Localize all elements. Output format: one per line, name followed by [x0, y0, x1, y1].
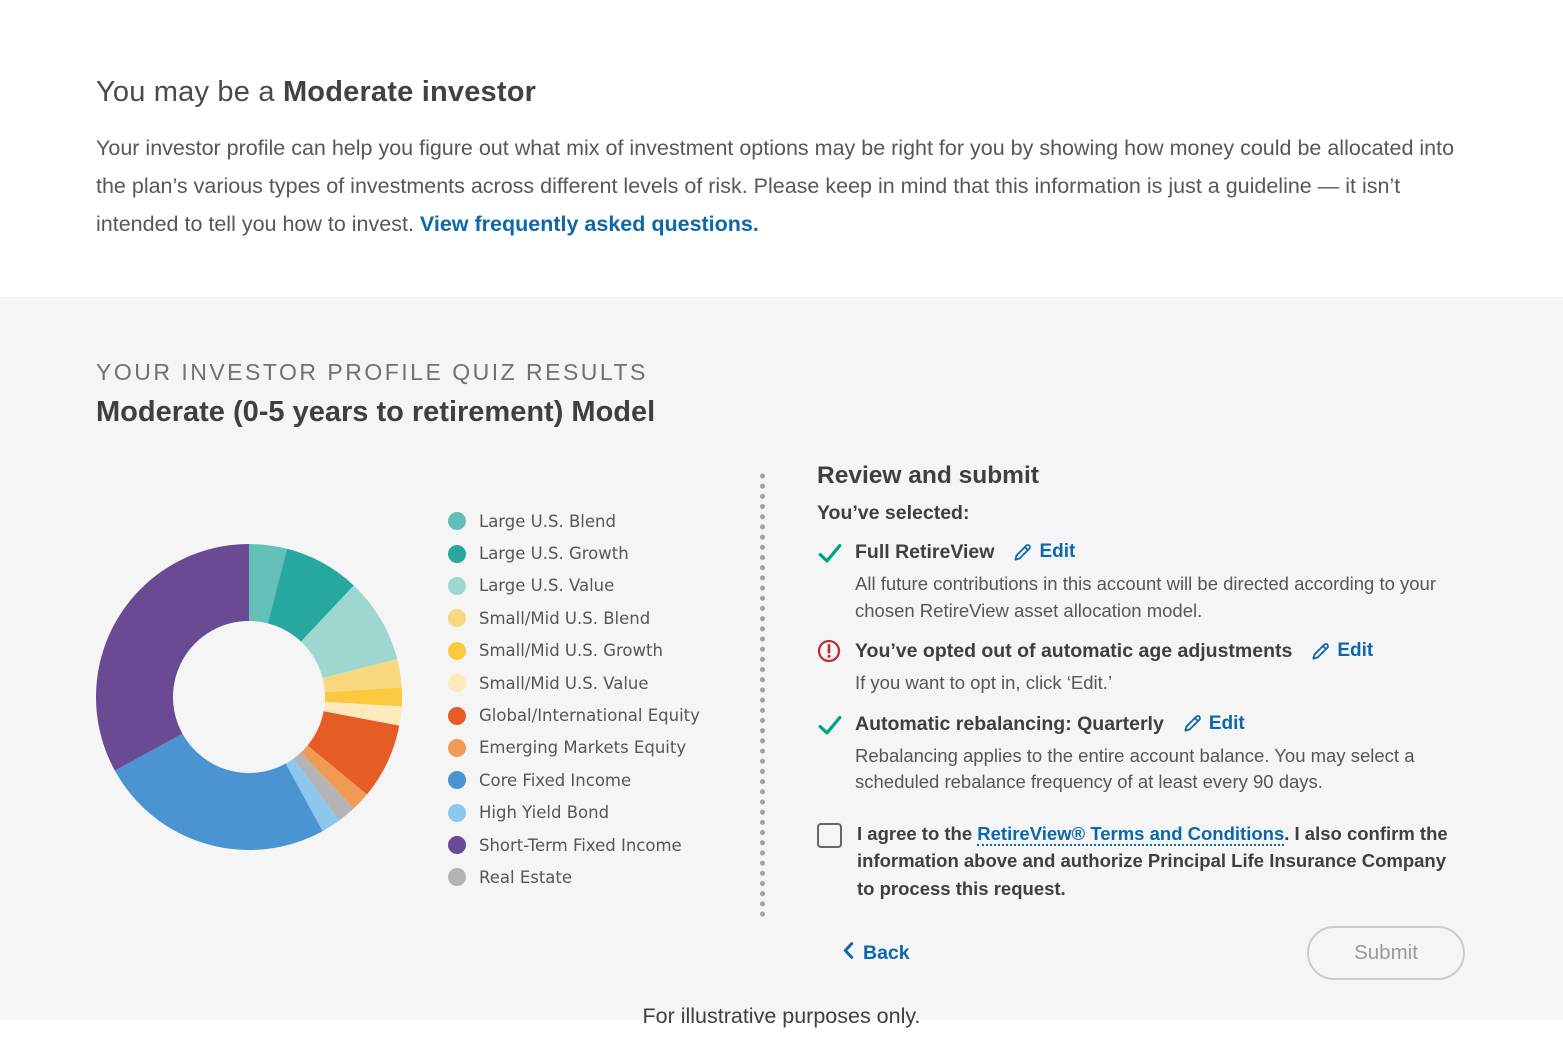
page-title-prefix: You may be a — [96, 76, 283, 108]
check-icon-wrap — [817, 539, 843, 624]
legend-swatch — [448, 545, 466, 563]
legend-label: Real Estate — [479, 867, 573, 887]
review-title: Review and submit — [817, 462, 1039, 489]
legend-item — [448, 570, 700, 602]
pie-slice-short-term-fixed-income — [96, 544, 249, 771]
legend-item — [448, 732, 700, 764]
agreement-row — [817, 820, 1467, 903]
review-items — [817, 539, 1467, 796]
legend-label: High Yield Bond — [479, 803, 610, 823]
legend-item — [448, 861, 700, 893]
faq-link[interactable]: View frequently asked questions. — [419, 212, 759, 236]
check-icon — [817, 540, 843, 566]
legend-item — [448, 635, 700, 667]
agreement-text-prefix: I agree to the — [857, 822, 978, 844]
review-item-title: You’ve opted out of automatic age adjustments — [855, 640, 1293, 662]
legend-item — [448, 829, 700, 861]
legend-label: Core Fixed Income — [479, 770, 632, 790]
legend-swatch — [448, 642, 466, 660]
legend-swatch — [448, 739, 466, 757]
top-section — [0, 0, 1563, 243]
legend-item — [448, 602, 700, 634]
check-icon — [817, 712, 843, 738]
legend-item — [448, 537, 700, 569]
review-column — [817, 461, 1467, 980]
chevron-left-icon — [843, 942, 854, 964]
legend-item — [448, 505, 700, 537]
chart-legend — [448, 505, 700, 894]
back-link[interactable] — [843, 942, 910, 965]
review-item-title: Full RetireView — [855, 541, 995, 563]
intro-text: Your investor profile can help you figure out what mix of investment options may be right for you by showing how money could be allocated into the plan’s various types of investments across different levels of risk. Please keep in mind that this information is just a guideline — it isn’t intended to tell you how to invest. — [96, 136, 1455, 236]
legend-label: Global/International Equity — [479, 706, 700, 726]
page-title — [96, 76, 1467, 109]
legend-swatch — [448, 707, 466, 725]
legend-label: Large U.S. Value — [479, 576, 615, 596]
legend-label: Small/Mid U.S. Blend — [479, 608, 651, 628]
legend-label: Short-Term Fixed Income — [479, 835, 682, 855]
edit-label: Edit — [1208, 712, 1245, 734]
review-item-body: Rebalancing applies to the entire account balance. You may select a scheduled rebalance frequency of at least every 90 days. — [855, 744, 1415, 792]
review-item-body: If you want to opt in, click ‘Edit.’ — [855, 672, 1113, 693]
legend-label: Emerging Markets Equity — [479, 738, 687, 758]
results-content — [96, 461, 1467, 980]
results-panel — [0, 297, 1563, 1028]
legend-swatch — [448, 512, 466, 530]
review-item — [817, 711, 1467, 796]
pencil-icon — [1182, 713, 1203, 734]
page-title-bold: Moderate investor — [282, 76, 537, 108]
alert-icon-wrap — [817, 638, 843, 697]
dotted-divider — [760, 471, 765, 921]
check-icon-wrap — [817, 711, 843, 796]
legend-swatch — [448, 771, 466, 789]
intro-paragraph — [96, 129, 1456, 243]
agreement-checkbox[interactable] — [817, 823, 842, 848]
edit-link[interactable] — [1310, 640, 1373, 662]
legend-item — [448, 699, 700, 731]
review-item — [817, 539, 1467, 624]
legend-label: Large U.S. Blend — [479, 511, 616, 531]
submit-button[interactable]: Submit — [1307, 926, 1465, 980]
chart-column — [96, 461, 760, 894]
legend-swatch — [448, 804, 466, 822]
edit-link[interactable] — [1182, 713, 1245, 735]
legend-swatch — [448, 836, 466, 854]
results-eyebrow: YOUR INVESTOR PROFILE QUIZ RESULTS — [96, 359, 648, 385]
legend-swatch — [448, 577, 466, 595]
legend-swatch — [448, 674, 466, 692]
legend-label: Small/Mid U.S. Value — [479, 673, 649, 693]
legend-item — [448, 667, 700, 699]
alert-icon — [817, 639, 841, 663]
allocation-donut-chart — [96, 544, 402, 850]
illustrative-note: For illustrative purposes only. — [642, 1004, 921, 1028]
pencil-icon — [1012, 542, 1033, 563]
terms-link[interactable]: RetireView® Terms and Conditions — [977, 822, 1285, 844]
edit-label: Edit — [1039, 541, 1076, 562]
review-subtitle: You’ve selected: — [817, 502, 970, 524]
agreement-text-suffix: . I also confirm the information above and authorize Principal Life Insurance Company to process this request. — [857, 822, 1448, 899]
legend-label: Large U.S. Growth — [479, 544, 629, 564]
pencil-icon — [1310, 641, 1331, 662]
review-item — [817, 638, 1467, 697]
legend-swatch — [448, 609, 466, 627]
review-footer — [817, 926, 1465, 980]
review-item-title: Automatic rebalancing: Quarterly — [855, 712, 1164, 735]
edit-label: Edit — [1337, 640, 1374, 661]
agreement-text — [857, 820, 1467, 903]
back-label: Back — [863, 941, 910, 964]
legend-label: Small/Mid U.S. Growth — [479, 641, 663, 661]
legend-item — [448, 764, 700, 796]
review-item-body: All future contributions in this account will be directed according to your chosen RetireView asset allocation model. — [855, 573, 1436, 621]
legend-item — [448, 797, 700, 829]
results-title: Moderate (0-5 years to retirement) Model — [96, 396, 656, 428]
edit-link[interactable] — [1012, 541, 1075, 563]
legend-swatch — [448, 868, 466, 886]
